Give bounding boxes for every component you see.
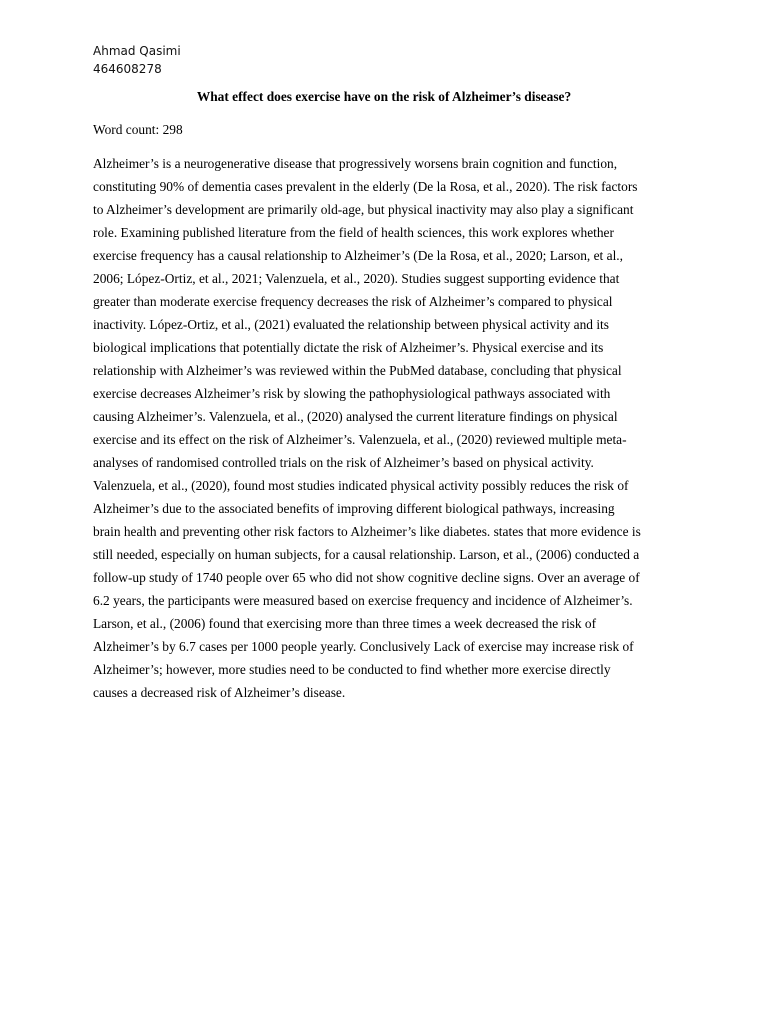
- body-line: Alzheimer’s by 6.7 cases per 1000 people yearly. Conclusively Lack of exercise may increase risk of: [93, 639, 634, 654]
- author-block: [93, 42, 181, 78]
- body-line: follow-up study of 1740 people over 65 who did not show cognitive decline signs. Over an average of: [93, 570, 640, 585]
- body-line: greater than moderate exercise frequency decreases the risk of Alzheimer’s compared to physical: [93, 294, 613, 309]
- body-line: Valenzuela, et al., (2020), found most studies indicated physical activity possibly reduces the risk of: [93, 478, 629, 493]
- body-line: 6.2 years, the participants were measured based on exercise frequency and incidence of Alzheimer’s.: [93, 593, 633, 608]
- body-line: analyses of randomised controlled trials on the risk of Alzheimer’s based on physical activity.: [93, 455, 594, 470]
- body-line: exercise frequency has a causal relationship to Alzheimer’s (De la Rosa, et al., 2020; Larson, et al.,: [93, 248, 623, 263]
- word-count: Word count: 298: [93, 122, 183, 137]
- body-line: Alzheimer’s due to the associated benefits of improving different biological pathways, increasing: [93, 501, 615, 516]
- body-line: still needed, especially on human subjects, for a causal relationship. Larson, et al., (2006) conducted a: [93, 547, 640, 562]
- body-line: constituting 90% of dementia cases prevalent in the elderly (De la Rosa, et al., 2020). The risk factors: [93, 179, 638, 194]
- body-line: exercise decreases Alzheimer’s risk by slowing the pathophysiological pathways associated with: [93, 386, 611, 401]
- body-line: exercise and its effect on the risk of Alzheimer’s. Valenzuela, et al., (2020) reviewed multiple meta-: [93, 432, 627, 447]
- body-line: Alzheimer’s is a neurogenerative disease that progressively worsens brain cognition and function,: [93, 156, 618, 171]
- body-line: brain health and preventing other risk factors to Alzheimer’s like diabetes. states that more evidence is: [93, 524, 641, 539]
- body-line: relationship with Alzheimer’s was reviewed within the PubMed database, concluding that physical: [93, 363, 622, 378]
- body-line: Alzheimer’s; however, more studies need to be conducted to find whether more exercise directly: [93, 662, 611, 677]
- body-line: inactivity. López-Ortiz, et al., (2021) evaluated the relationship between physical activity and its: [93, 317, 609, 332]
- body-line: Larson, et al., (2006) found that exercising more than three times a week decreased the risk of: [93, 616, 597, 631]
- body-line: causing Alzheimer’s. Valenzuela, et al., (2020) analysed the current literature findings on physical: [93, 409, 618, 424]
- body-line: biological implications that potentially dictate the risk of Alzheimer’s. Physical exercise and its: [93, 340, 604, 355]
- student-id: 464608278: [93, 62, 162, 76]
- body-line: role. Examining published literature from the field of health sciences, this work explores whether: [93, 225, 614, 240]
- body-line: causes a decreased risk of Alzheimer’s disease.: [93, 685, 346, 700]
- body-line: 2006; López-Ortiz, et al., 2021; Valenzuela, et al., 2020). Studies suggest supporting evidence that: [93, 271, 620, 286]
- document-title: What effect does exercise have on the risk of Alzheimer’s disease?: [196, 89, 572, 104]
- body-paragraph: [93, 152, 693, 704]
- body-line: to Alzheimer’s development are primarily old-age, but physical inactivity may also play a significant: [93, 202, 634, 217]
- author-name: Ahmad Qasimi: [93, 44, 181, 58]
